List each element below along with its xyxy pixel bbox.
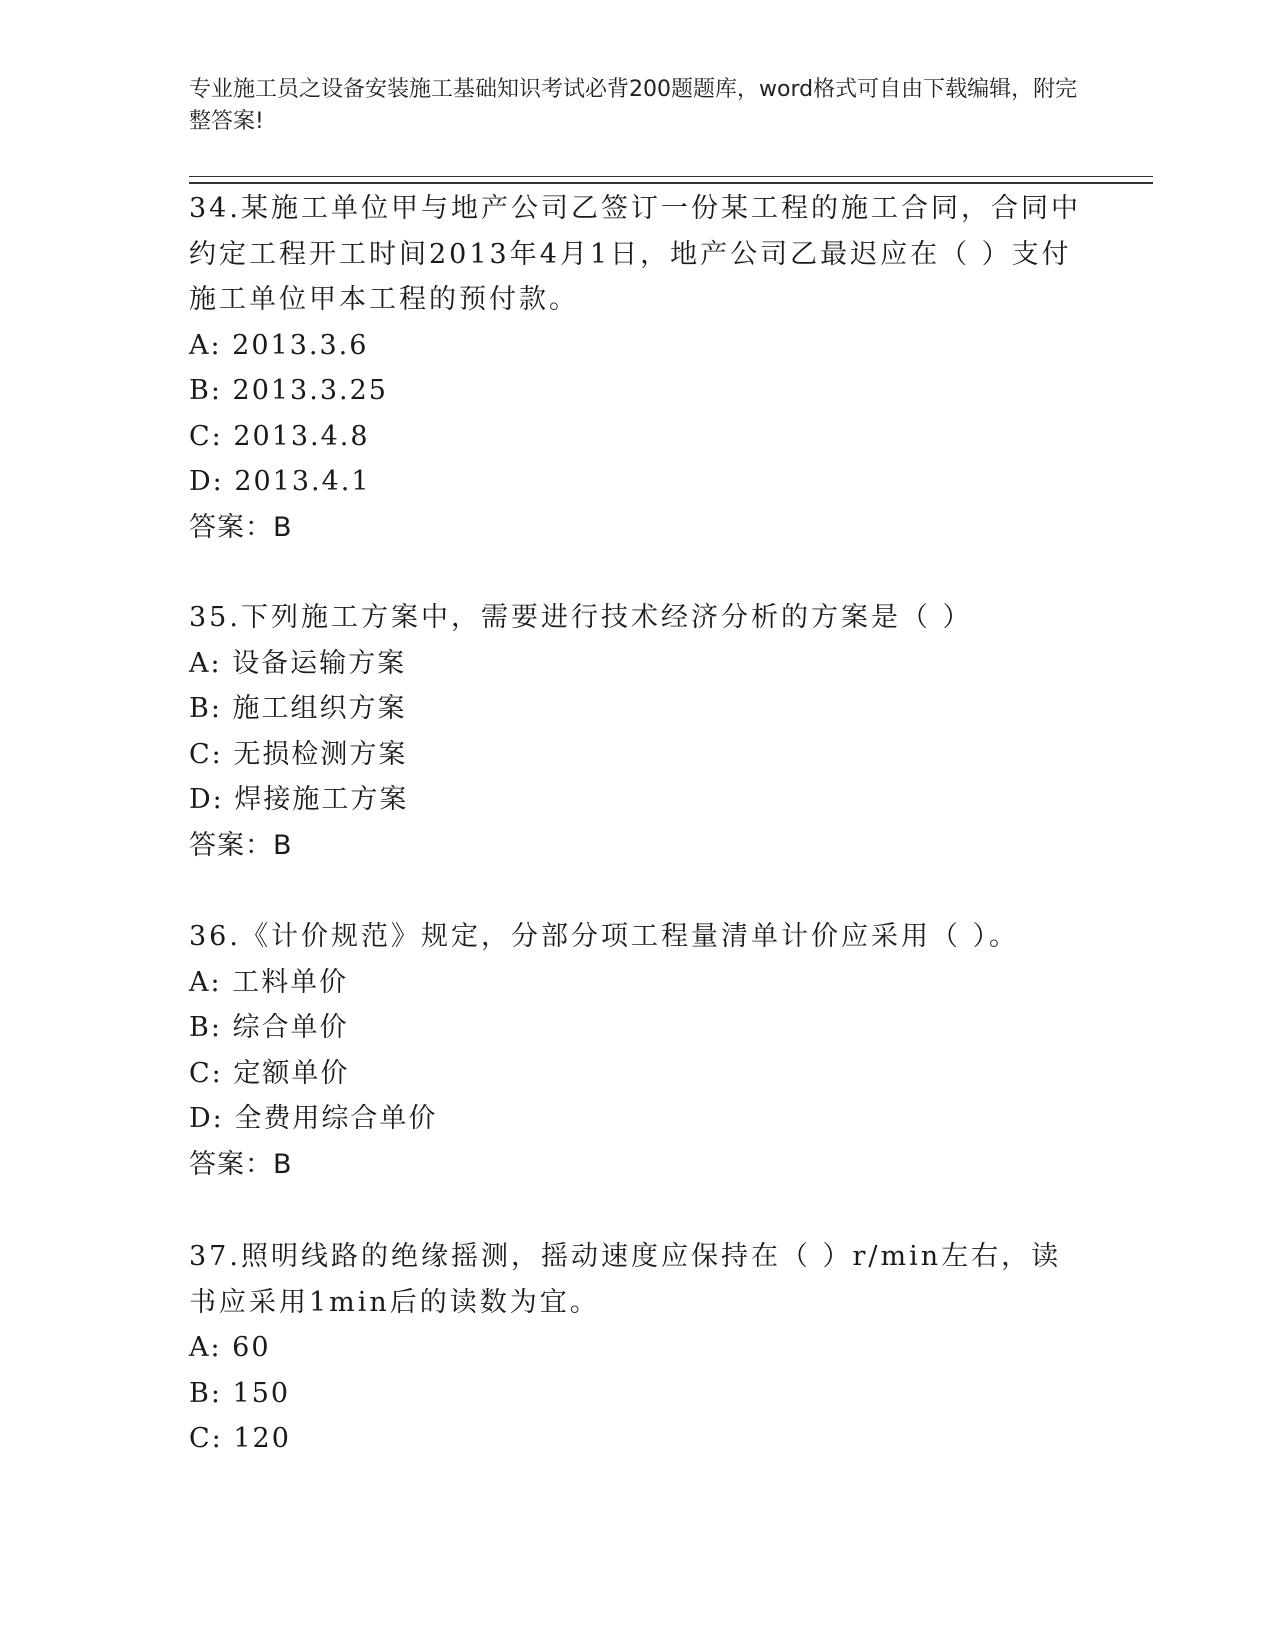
page-header: 专业施工员之设备安装施工基础知识考试必背200题题库，word格式可自由下载编辑，附完整答案!	[189, 77, 1078, 134]
answer: 答案：B	[189, 1148, 293, 1180]
option-d: D: 2013.4.1	[189, 466, 371, 497]
option-d: D: 全费用综合单价	[189, 1103, 438, 1134]
option-b: B: 综合单价	[189, 1012, 349, 1043]
question-35	[189, 595, 1089, 868]
question-37	[189, 1234, 1089, 1462]
header-rule-top	[189, 176, 1153, 177]
question-stem: 37.照明线路的绝缘摇测，摇动速度应保持在（ ）r/min左右，读书应采用1min后的读数为宜。	[189, 1241, 1062, 1318]
option-a: A: 工料单价	[189, 966, 349, 998]
option-c: C: 无损检测方案	[189, 738, 408, 770]
option-d: D: 焊接施工方案	[189, 784, 409, 815]
question-stem: 35.下列施工方案中，需要进行技术经济分析的方案是（ ）	[189, 602, 973, 633]
option-b: B: 2013.3.25	[189, 375, 388, 406]
option-b: B: 施工组织方案	[189, 693, 407, 724]
header-rule-bottom	[189, 182, 1153, 184]
option-a: A: 设备运输方案	[189, 647, 407, 679]
question-34	[189, 186, 1089, 550]
question-stem: 36.《计价规范》规定，分部分项工程量清单计价应采用（ ）。	[189, 921, 1020, 952]
answer: 答案：B	[189, 829, 293, 861]
option-a: A: 60	[189, 1332, 271, 1363]
option-c: C: 定额单价	[189, 1057, 350, 1089]
option-a: A: 2013.3.6	[189, 329, 369, 361]
answer: 答案：B	[189, 511, 293, 543]
question-36	[189, 914, 1089, 1187]
option-c: C: 120	[189, 1423, 291, 1454]
question-stem: 34.某施工单位甲与地产公司乙签订一份某工程的施工合同，合同中约定工程开工时间2013年4月1日，地产公司乙最迟应在（ ）支付施工单位甲本工程的预付款。	[189, 193, 1081, 315]
option-c: C: 2013.4.8	[189, 420, 370, 452]
option-b: B: 150	[189, 1377, 291, 1409]
